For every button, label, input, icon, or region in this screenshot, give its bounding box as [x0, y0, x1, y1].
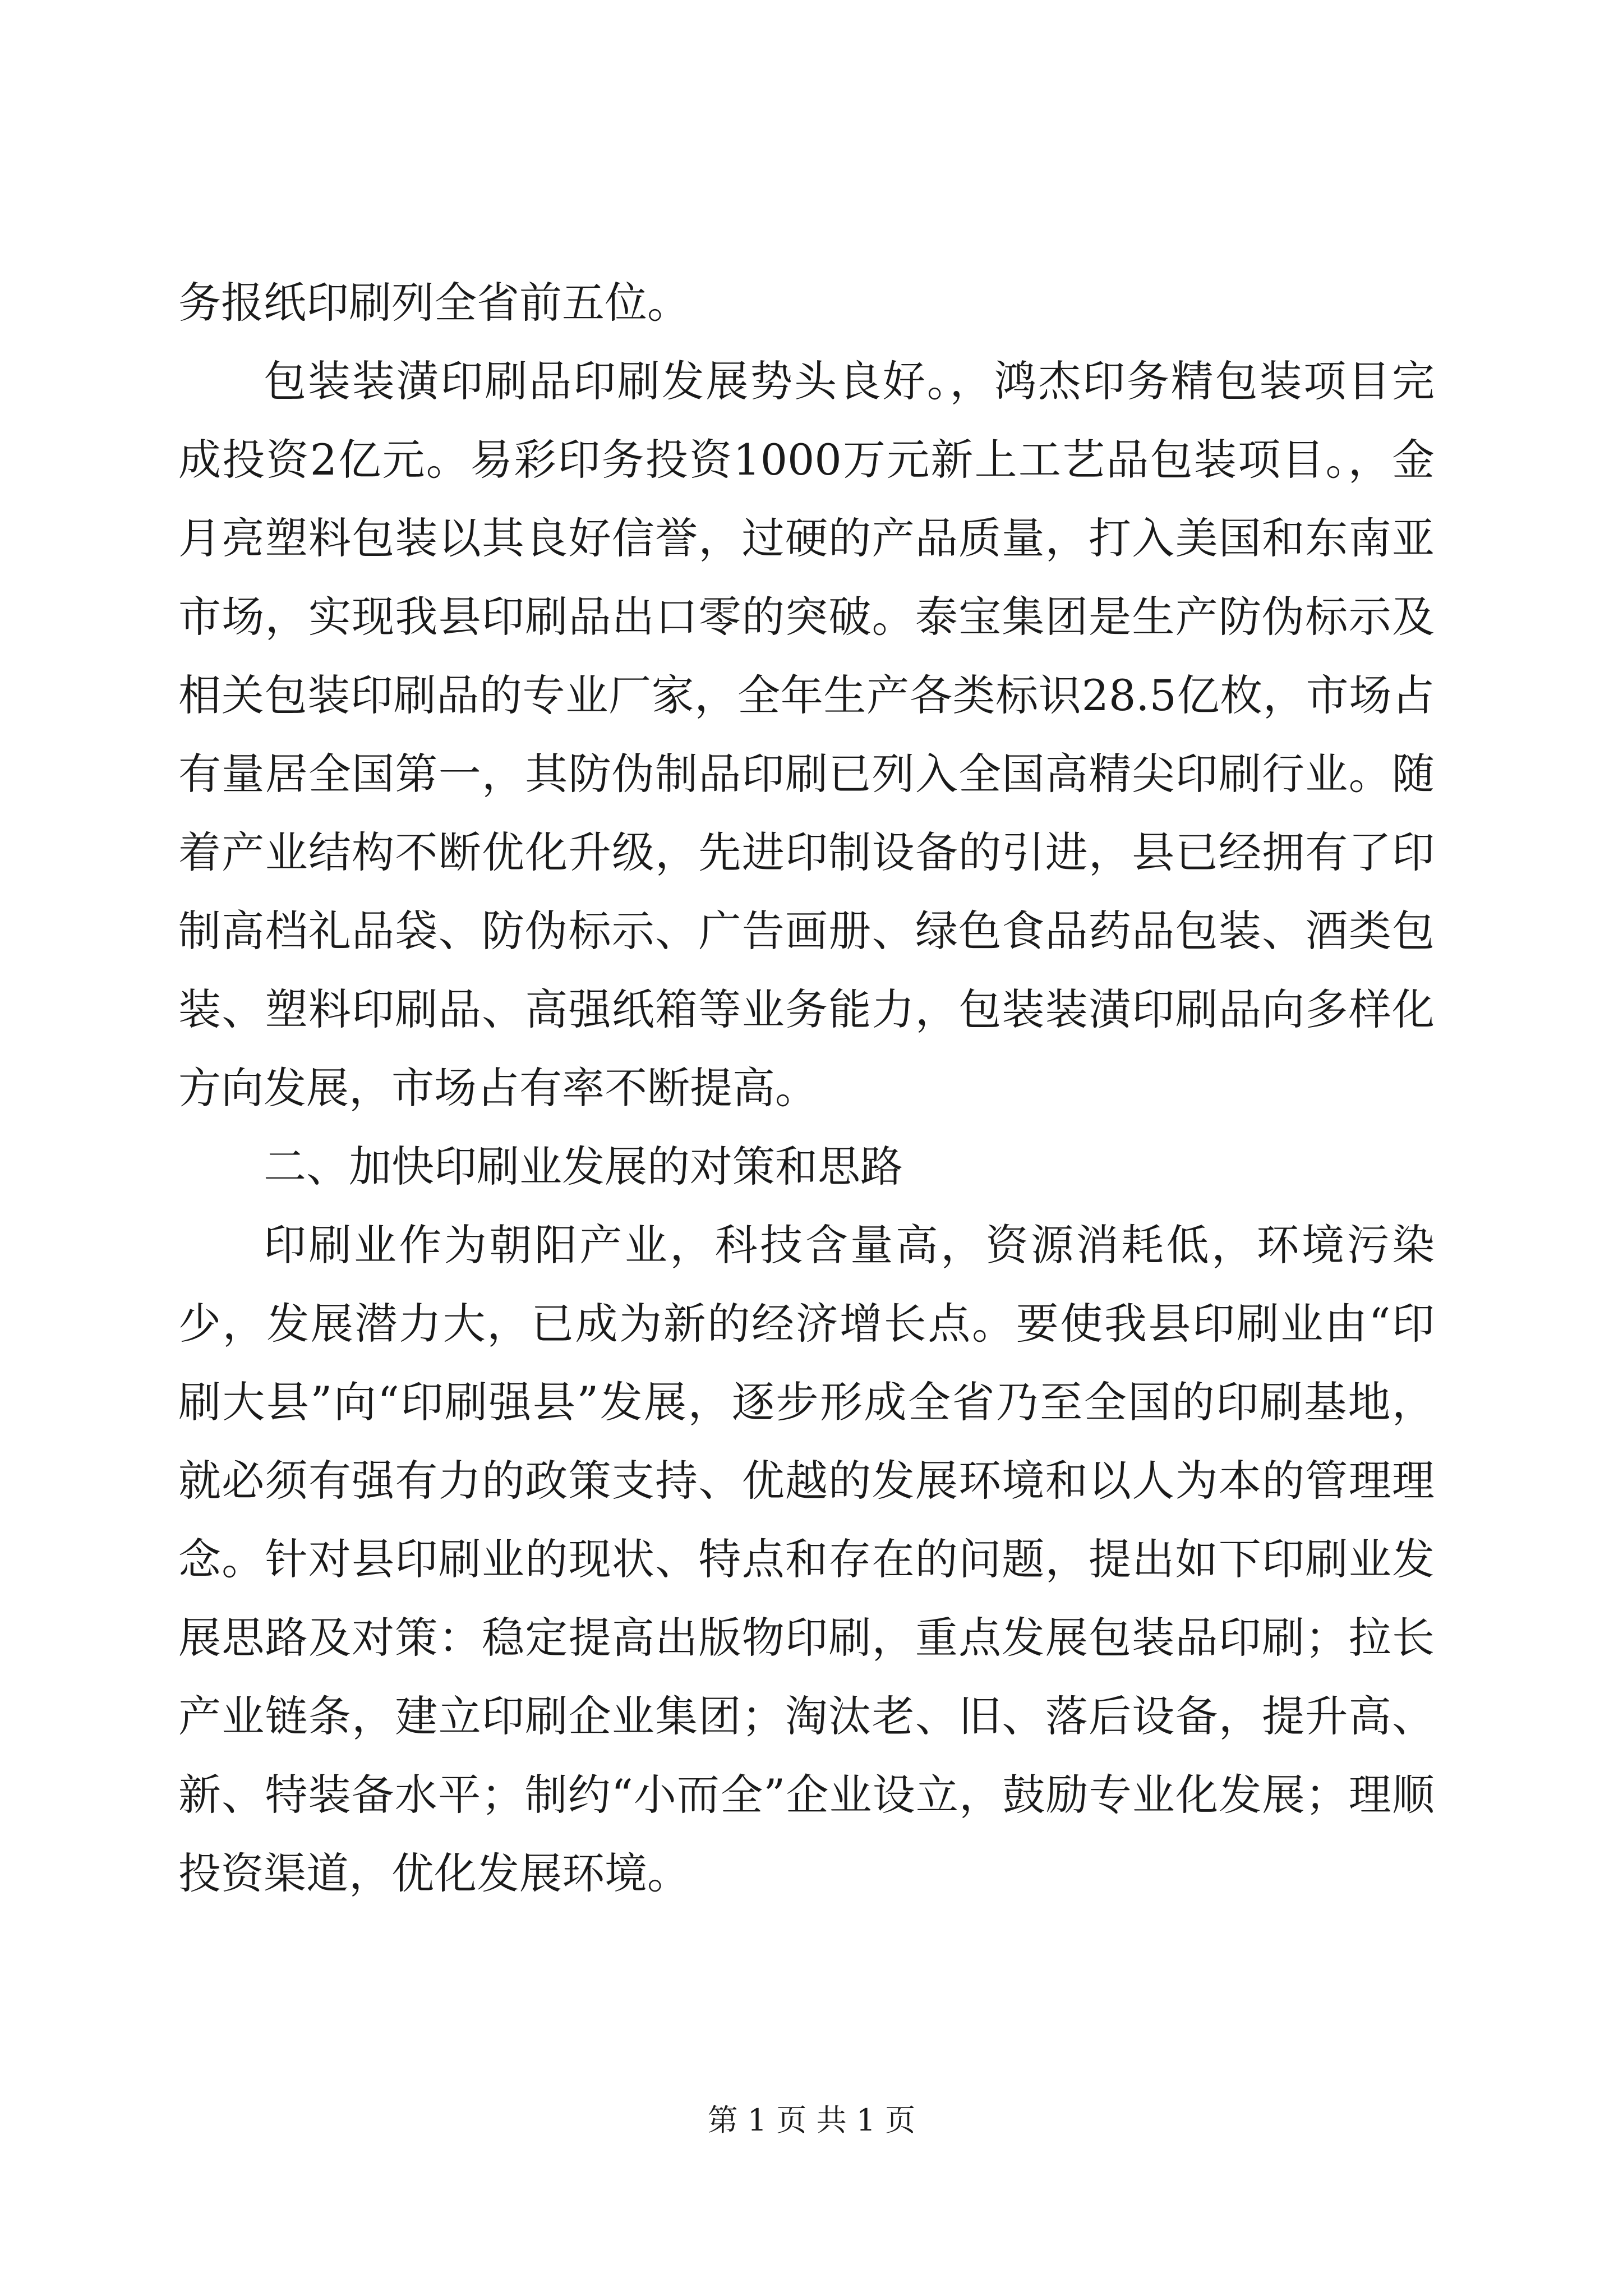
section-heading: 二、加快印刷业发展的对策和思路 [264, 1142, 903, 1191]
paragraph-packaging-printing: 包装装潢印刷品印刷发展势头良好。，鸿杰印务精包装项目完成投资2亿元。易彩印务投资1000万元新上工艺品包装项目。，金月亮塑料包装以其良好信誉，过硬的产品质量，打入美国和东南亚市场，实现我县印刷品出口零的突破。泰宝集团是生产防伪标示及相关包装印刷品的专业厂家，全年生产各类标识28.5亿枚，市场占有量居全国第一，其防伪制品印刷已列入全国高精尖印刷行业。随着产业结构不断优化升级，先进印制设备的引进，县已经拥有了印制高档礼品袋、防伪标示、广告画册、绿色食品药品包装、酒类包装、塑料印刷品、高强纸箱等业务能力，包装装潢印刷品向多样化方向发展，市场占有率不断提高。 [178, 356, 1435, 1113]
paragraph-continuation: 务报纸印刷列全省前五位。 [178, 278, 690, 328]
document-body [178, 264, 1435, 1913]
page-footer: 第 1 页 共 1 页 [707, 2102, 916, 2138]
paragraph-strategy: 印刷业作为朝阳产业，科技含量高，资源消耗低，环境污染少，发展潜力大，已成为新的经济增长点。要使我县印刷业由“印刷大县”向“印刷强县”发展，逐步形成全省乃至全国的印刷基地，就必须有强有力的政策支持、优越的发展环境和以人为本的管理理念。针对县印刷业的现状、特点和存在的问题，提出如下印刷业发展思路及对策：稳定提高出版物印刷，重点发展包装品印刷；拉长产业链条，建立印刷企业集团；淘汰老、旧、落后设备，提升高、新、特装备水平；制约“小而全”企业设立，鼓励专业化发展；理顺投资渠道，优化发展环境。 [178, 1220, 1435, 1898]
